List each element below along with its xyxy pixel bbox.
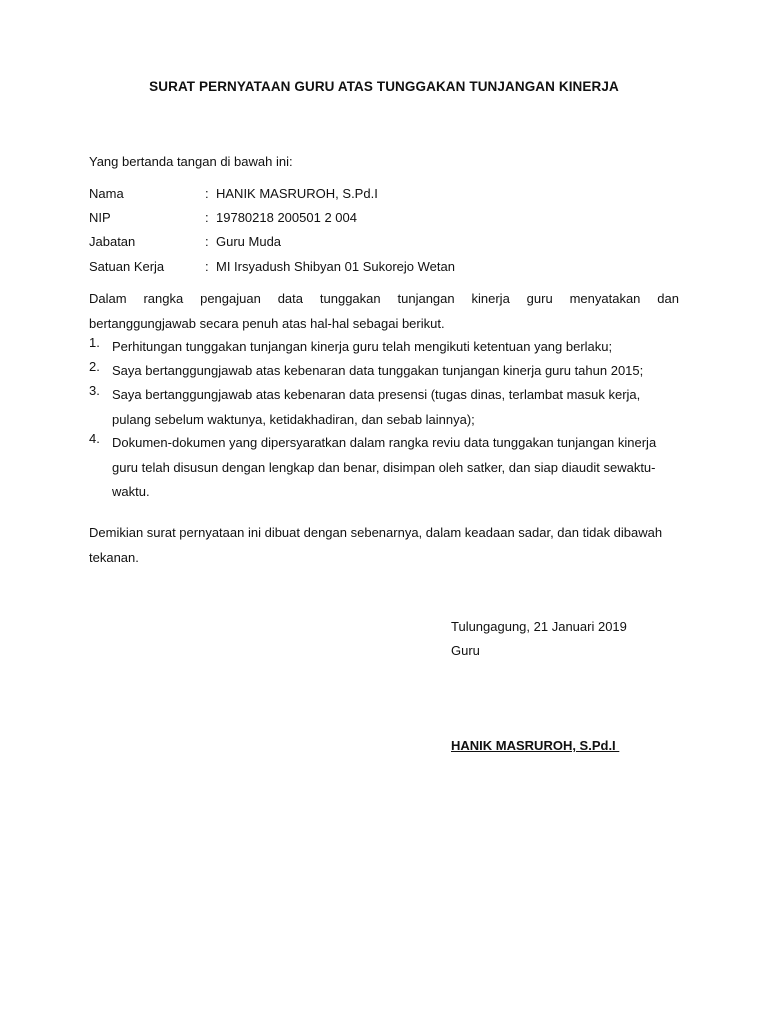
- list-number: 3.: [89, 383, 100, 398]
- field-value: Guru Muda: [216, 234, 282, 249]
- signatory-role: Guru: [451, 643, 480, 658]
- list-number: 4.: [89, 431, 100, 446]
- field-value: MI Irsyadush Shibyan 01 Sukorejo Wetan: [216, 259, 455, 274]
- list-number: 2.: [89, 359, 100, 374]
- statement-line: Dalam rangka pengajuan data tunggakan tunjangan kinerja guru menyatakan dan: [89, 291, 679, 306]
- intro-text: Yang bertanda tangan di bawah ini:: [89, 154, 293, 169]
- list-text: Dokumen-dokumen yang dipersyaratkan dalam rangka reviu data tunggakan tunjangan kinerja guru telah disusun dengan lengkap dan benar, disimpan oleh satker, dan siap diaudit sewaktu-waktu.: [112, 435, 657, 499]
- list-text: Saya bertanggungjawab atas kebenaran data tunggakan tunjangan kinerja guru tahun 2015;: [112, 363, 644, 378]
- field-label: Jabatan: [89, 234, 136, 249]
- list-number: 1.: [89, 335, 100, 350]
- field-colon: :: [205, 234, 209, 249]
- statement-line: bertanggungjawab secara penuh atas hal-hal sebagai berikut.: [89, 316, 445, 331]
- signatory-name: HANIK MASRUROH, S.Pd.I: [451, 738, 620, 753]
- list-text: Saya bertanggungjawab atas kebenaran data presensi (tugas dinas, terlambat masuk kerja, pulang sebelum waktunya, ketidakhadiran, dan sebab lainnya);: [112, 387, 641, 427]
- field-colon: :: [205, 186, 209, 201]
- field-value: HANIK MASRUROH, S.Pd.I: [216, 186, 378, 201]
- field-label: NIP: [89, 210, 111, 225]
- field-value: 19780218 200501 2 004: [216, 210, 357, 225]
- field-label: Nama: [89, 186, 124, 201]
- field-colon: :: [205, 259, 209, 274]
- place-date: Tulungagung, 21 Januari 2019: [451, 619, 627, 634]
- closing-paragraph: Demikian surat pernyataan ini dibuat dengan sebenarnya, dalam keadaan sadar, dan tidak dibawah tekanan.: [89, 525, 663, 565]
- field-colon: :: [205, 210, 209, 225]
- document-title: SURAT PERNYATAAN GURU ATAS TUNGGAKAN TUNJANGAN KINERJA: [149, 79, 619, 94]
- field-label: Satuan Kerja: [89, 259, 165, 274]
- statement-paragraph: [89, 286, 679, 336]
- list-text: Perhitungan tunggakan tunjangan kinerja guru telah mengikuti ketentuan yang berlaku;: [112, 339, 613, 354]
